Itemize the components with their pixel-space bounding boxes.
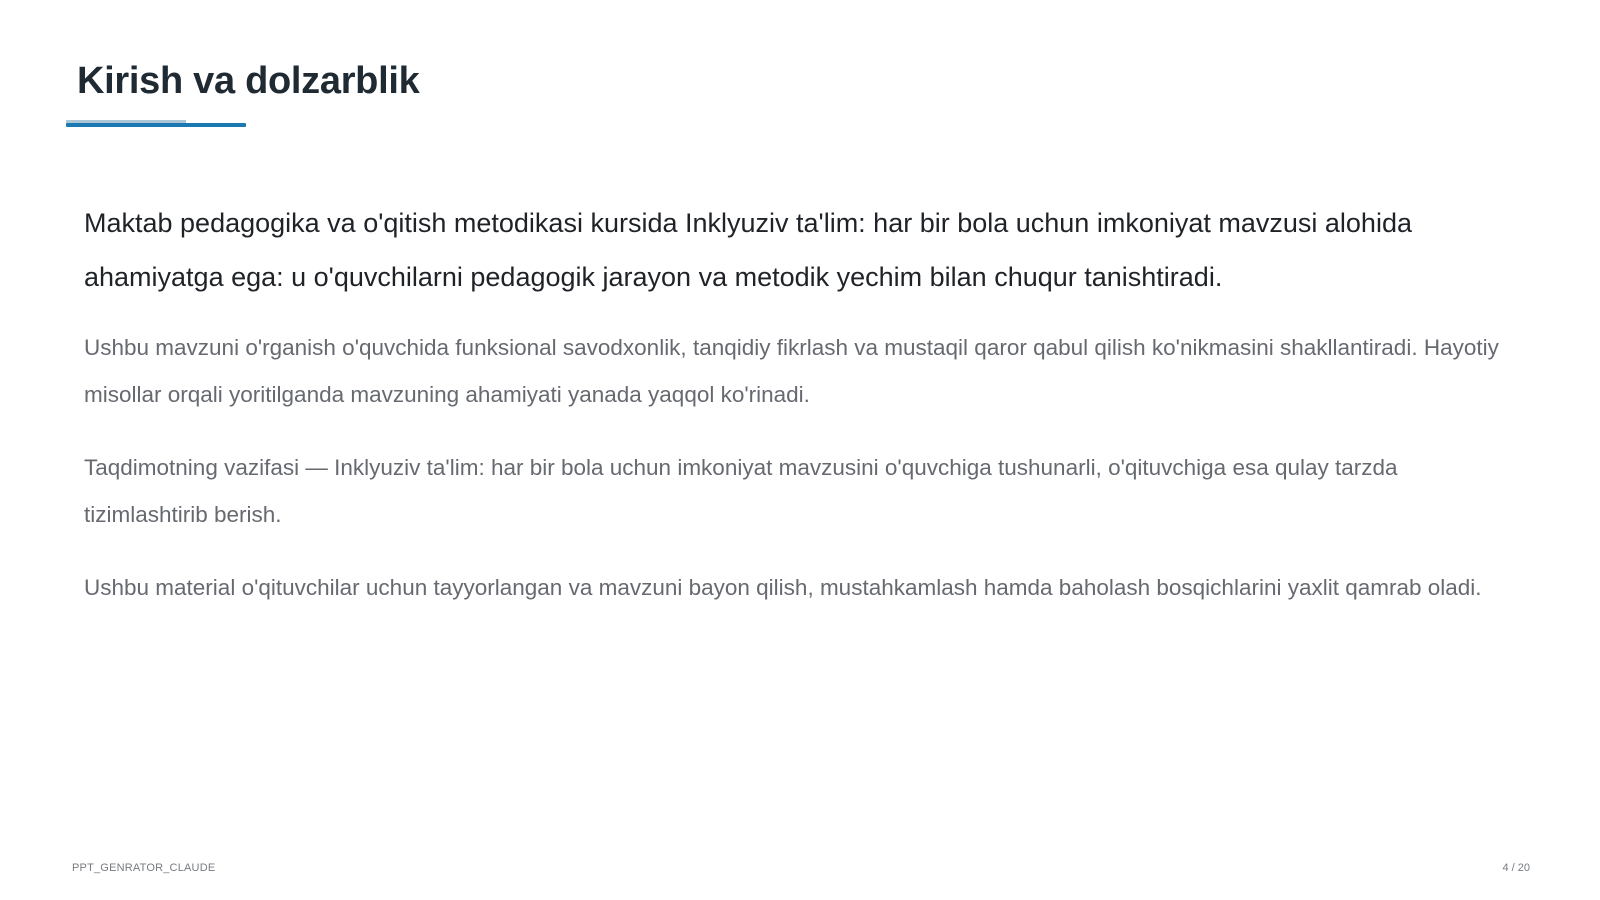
lead-paragraph: Maktab pedagogika va o'qitish metodikasi kursida Inklyuziv ta'lim: har bir bola uchun imkoniyat mavzusi alohida ahamiyatga ega: u o'quvchilarni pedagogik jarayon va metodik yechim bilan chuqur tanishtiradi. bbox=[84, 208, 1412, 292]
slide-title: Kirish va dolzarblik bbox=[77, 60, 420, 102]
footer-brand: PPT_GENRATOR_CLAUDE bbox=[72, 862, 216, 874]
body-paragraph-3: Ushbu material o'qituvchilar uchun tayyorlangan va mavzuni bayon qilish, mustahkamlash hamda baholash bosqichlarini yaxlit qamrab oladi. bbox=[84, 575, 1482, 600]
slide-content bbox=[84, 196, 1524, 637]
body-paragraph-1: Ushbu mavzuni o'rganish o'quvchida funksional savodxonlik, tanqidiy fikrlash va mustaqil qaror qabul qilish ko'nikmasini shakllantiradi. Hayotiy misollar orqali yoritilganda mavzuning ahamiyati yanada yaqqol ko'rinadi. bbox=[84, 335, 1499, 407]
title-underline bbox=[66, 123, 246, 127]
page-number: 4 / 20 bbox=[1502, 862, 1530, 874]
body-paragraph-2: Taqdimotning vazifasi — Inklyuziv ta'lim: har bir bola uchun imkoniyat mavzusini o'quvchiga tushunarli, o'qituvchiga esa qulay tarzda tizimlashtirib berish. bbox=[84, 455, 1398, 527]
